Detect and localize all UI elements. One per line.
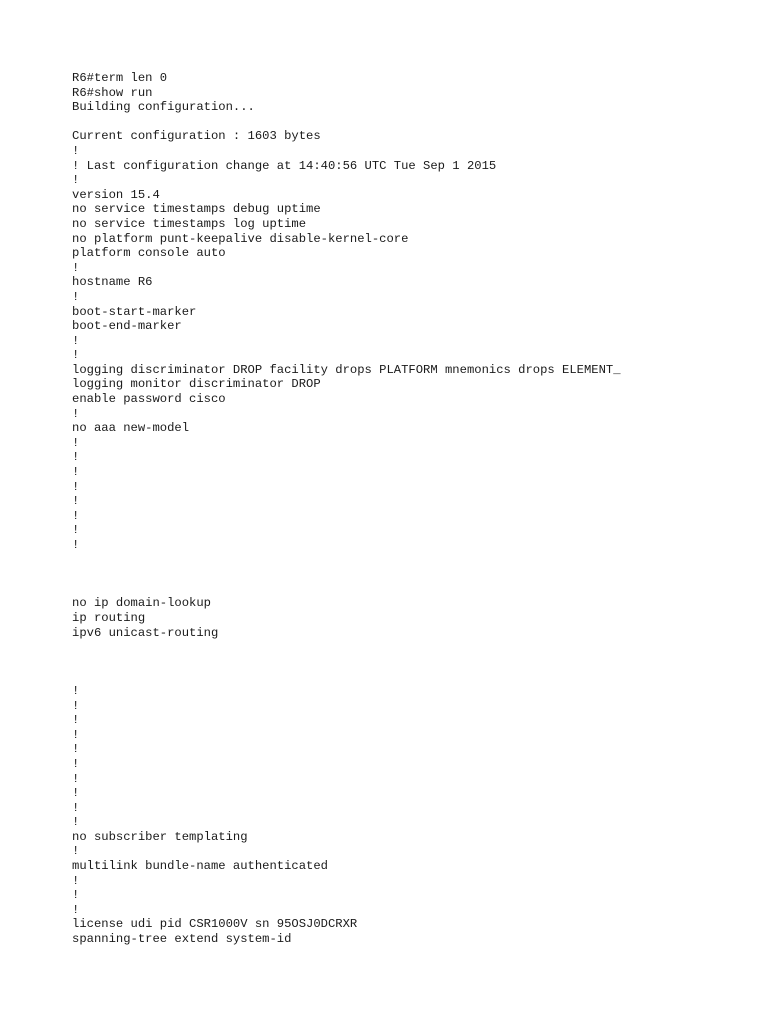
config-line: ! — [72, 815, 80, 830]
config-line: enable password cisco — [72, 392, 226, 407]
config-line: logging discriminator DROP facility drops PLATFORM mnemonics drops ELEMENT_ — [72, 362, 621, 377]
config-line: ! — [72, 173, 80, 188]
config-line — [72, 582, 621, 597]
config-line: ! — [72, 800, 80, 815]
config-line: ! — [72, 742, 80, 757]
config-line: ! — [72, 771, 80, 786]
config-line: ! — [72, 508, 80, 523]
config-line: no subscriber templating — [72, 829, 248, 844]
config-line: version 15.4 — [72, 187, 160, 202]
config-line: ip routing — [72, 610, 146, 625]
config-line: ! — [72, 494, 80, 509]
config-line — [72, 669, 621, 684]
config-line: no ip domain-lookup — [72, 596, 211, 611]
config-line — [72, 655, 621, 670]
config-line: R6#term len 0 — [72, 71, 168, 85]
config-line: no platform punt-keepalive disable-kernel-core — [72, 231, 409, 246]
config-line: ! — [72, 260, 80, 275]
config-line: ! — [72, 465, 80, 480]
config-line: ! — [72, 683, 80, 698]
config-line: Current configuration : 1603 bytes — [72, 129, 321, 144]
config-line: ipv6 unicast-routing — [72, 625, 219, 640]
config-line: ! — [72, 786, 80, 801]
config-line: spanning-tree extend system-id — [72, 932, 292, 947]
config-line: ! Last configuration change at 14:40:56 UTC Tue Sep 1 2015 — [72, 158, 497, 173]
config-line: boot-end-marker — [72, 319, 182, 334]
config-line: logging monitor discriminator DROP — [72, 377, 321, 392]
config-line: ! — [72, 713, 80, 728]
config-line: ! — [72, 450, 80, 465]
running-config-output — [72, 71, 621, 947]
config-line: platform console auto — [72, 246, 226, 261]
config-line: hostname R6 — [72, 275, 153, 290]
config-line: boot-start-marker — [72, 304, 197, 319]
config-line: R6#show run — [72, 85, 153, 100]
config-line: ! — [72, 406, 80, 421]
config-line: ! — [72, 435, 80, 450]
config-line — [72, 567, 621, 582]
config-line: ! — [72, 698, 80, 713]
config-line: ! — [72, 756, 80, 771]
config-line: ! — [72, 289, 80, 304]
config-line: ! — [72, 873, 80, 888]
config-line — [72, 115, 621, 130]
config-line: Building configuration... — [72, 100, 255, 115]
config-line: multilink bundle-name authenticated — [72, 859, 328, 874]
config-line: ! — [72, 348, 80, 363]
config-line: no aaa new-model — [72, 421, 190, 436]
config-line: ! — [72, 727, 80, 742]
config-line: license udi pid CSR1000V sn 95OSJ0DCRXR — [72, 917, 358, 932]
config-line: ! — [72, 523, 80, 538]
config-line: ! — [72, 844, 80, 859]
config-line: no service timestamps debug uptime — [72, 202, 321, 217]
config-line: ! — [72, 143, 80, 158]
config-line: ! — [72, 902, 80, 917]
config-line: ! — [72, 333, 80, 348]
config-line: ! — [72, 479, 80, 494]
config-line: ! — [72, 538, 80, 552]
config-line: ! — [72, 888, 80, 903]
config-line — [72, 553, 621, 568]
config-line — [72, 640, 621, 655]
config-line: no service timestamps log uptime — [72, 216, 307, 231]
